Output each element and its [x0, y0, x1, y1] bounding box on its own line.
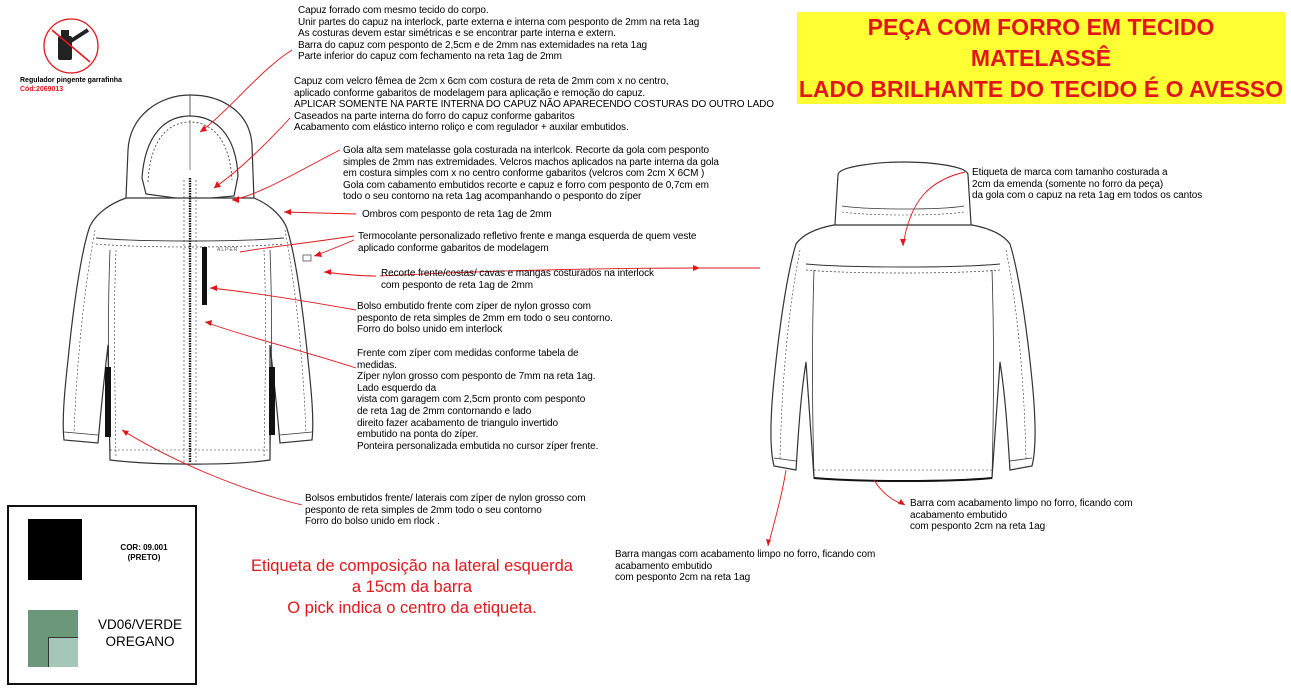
color-name: OREGANO	[105, 634, 175, 649]
composition-line: a 15cm da barra	[351, 578, 473, 596]
note-line: acabamento embutido	[615, 560, 713, 572]
note-line: Gola alta sem matelasse gola costurada na interlcok. Recorte da gola com pesponto	[343, 145, 709, 156]
note-line: direito fazer acabamento de triangulo invertido	[357, 417, 558, 429]
swatch-preto	[28, 519, 82, 580]
back-jacket-drawing	[771, 162, 1035, 481]
note-line: Zíper nylon grosso com pesponto de 7mm na reta 1ag.	[357, 371, 596, 383]
note-line: Ombros com pesponto de reta 1ag de 2mm	[362, 209, 552, 220]
swatch-verde-label	[85, 616, 195, 650]
warning-line-1: PEÇA COM FORRO EM TECIDO MATELASSÊ	[867, 13, 1215, 71]
sleeve-reflective-mark	[303, 255, 311, 261]
accessory-caption	[20, 76, 122, 94]
note-line: simples de 2mm nas extremidades. Velcros machos aplicados na parte interna da gola	[343, 156, 719, 168]
color-code: VD06/VERDE	[97, 617, 183, 632]
note-line: medidas.	[357, 359, 397, 371]
warning-line-2: LADO BRILHANTE DO TECIDO É O AVESSO	[798, 75, 1284, 102]
note-shoulders	[362, 209, 552, 221]
note-line: Gola com cabamento embutidos recorte e capuz e forro com pesponto de 0,7cm em	[343, 179, 709, 191]
note-hood-velcro	[294, 76, 774, 134]
note-line: Lado esquerdo da	[357, 382, 437, 394]
note-line: Parte inferior do capuz com fechamento na reta 1ag de 2mm	[298, 51, 562, 63]
note-line: Barra do capuz com pesponto de 2,5cm e de 2mm nas extemidades na reta 1ag	[298, 39, 648, 51]
front-body-outline	[63, 198, 313, 464]
note-line: em costura simples com x no centro conforme gabaritos (velcros com 2cm X 6CM )	[343, 168, 705, 180]
color-code: COR: 09.001	[120, 543, 168, 552]
note-line: Bolsos embutidos frente/ laterais com zíper de nylon grosso com	[305, 493, 586, 504]
note-line: Termocolante personalizado refletivo frente e manga esquerda de quem veste	[358, 231, 697, 242]
note-brand-label	[972, 167, 1202, 202]
note-line: Forro do bolso unido em interlock	[357, 324, 503, 336]
note-line: Bolso embutido frente com zíper de nylon grosso com	[357, 301, 591, 312]
note-line: com pesponto 2cm na reta 1ag	[615, 572, 751, 584]
note-line: Frente com zíper com medidas conforme tabela de	[357, 348, 579, 359]
note-line: vista com garagem com 2,5cm pronto com pesponto	[357, 394, 586, 406]
right-side-pocket-zipper	[269, 367, 275, 435]
note-line: Barra mangas com acabamento limpo no forro, ficando com	[615, 549, 876, 560]
note-line: pesponto de reta simples de 2mm em todo o seu contorno.	[357, 312, 613, 324]
note-sleeve-hem	[615, 549, 875, 584]
note-side-pockets	[305, 493, 586, 528]
composition-line: Etiqueta de composição na lateral esquerda	[251, 557, 573, 575]
note-collar	[343, 145, 719, 203]
note-hem	[910, 498, 1133, 533]
bottle-holder-icon	[44, 19, 98, 73]
note-line: acabamento embutido	[910, 509, 1008, 521]
note-line: todo o seu contorno na reta 1ag acompanhando o pesponto do zíper	[343, 191, 642, 203]
note-line: com pesponto 2cm na reta 1ag	[910, 521, 1046, 533]
chest-pocket-zipper	[202, 247, 207, 305]
front-jacket-drawing	[63, 95, 313, 464]
composition-line: O pick indica o centro da etiqueta.	[287, 599, 537, 617]
note-line: Recorte frente/costas/ cavas e mangas costurados na interlock	[381, 268, 654, 279]
accessory-name: Regulador pingente garrafinha	[20, 77, 122, 84]
note-line: Capuz com velcro fêmea de 2cm x 6cm com costura de reta de 2mm com x no centro,	[294, 76, 669, 87]
note-line: aplicado conforme gabaritos de modelagem para aplicação e remoção do capuz.	[294, 87, 646, 99]
note-reflective	[358, 231, 696, 254]
note-line: As costuras devem estar simétricas e se encontrar parte interna e extern.	[298, 28, 616, 40]
note-panels	[381, 268, 654, 291]
note-line: aplicado conforme gabaritos de modelagem	[358, 242, 549, 254]
swatch-preto-label	[94, 543, 194, 563]
note-line: Ponteira personalizada embutida no cursor zíper frente.	[357, 440, 599, 452]
note-line: 2cm da emenda (somente no forro da peça)	[972, 178, 1164, 190]
composition-label-note	[214, 556, 610, 619]
accessory-code: Cód:2069013	[20, 86, 64, 93]
note-line: Forro do bolso unido em rlock .	[305, 516, 440, 528]
note-line: de reta 1ag de 2mm contornando e lado	[357, 405, 532, 417]
note-hood	[298, 5, 699, 63]
note-line: da gola com o capuz na reta 1ag em todos os cantos	[972, 190, 1203, 202]
swatch-accent	[48, 637, 78, 667]
note-line: Acabamento com elástico interno roliço e com regulador + auxilar embutidos.	[294, 122, 629, 134]
note-chest-pocket	[357, 301, 613, 336]
reflective-brand-print: ALPER	[217, 247, 239, 253]
note-line: APLICAR SOMENTE NA PARTE INTERNA DO CAPUZ NÃO APARECENDO COSTURAS DO OUTRO LADO	[294, 99, 774, 111]
note-line: Etiqueta de marca com tamanho costurada a	[972, 167, 1168, 178]
color-name: (PRETO)	[127, 553, 161, 562]
note-line: Unir partes do capuz na interlock, parte externa e interna com pesponto de 2mm na reta 1ag	[298, 16, 700, 28]
note-line: Capuz forrado com mesmo tecido do corpo.	[298, 5, 489, 16]
note-front-zipper	[357, 348, 598, 452]
note-line: com pesponto de reta 1ag de 2mm	[381, 279, 533, 291]
note-line: pesponto de reta simples de 2mm todo o seu contorno	[305, 504, 542, 516]
swatch-verde-oregano	[28, 610, 78, 667]
lining-warning-banner	[797, 12, 1285, 104]
note-line: embutido na ponta do zíper.	[357, 429, 479, 441]
back-body-outline	[771, 225, 1035, 481]
note-line: Barra com acabamento limpo no forro, ficando com	[910, 498, 1133, 509]
color-swatch-panel	[7, 505, 197, 685]
note-line: Caseados na parte interna do forro do capuz conforme gabaritos	[294, 110, 575, 122]
left-side-pocket-zipper	[105, 367, 111, 437]
